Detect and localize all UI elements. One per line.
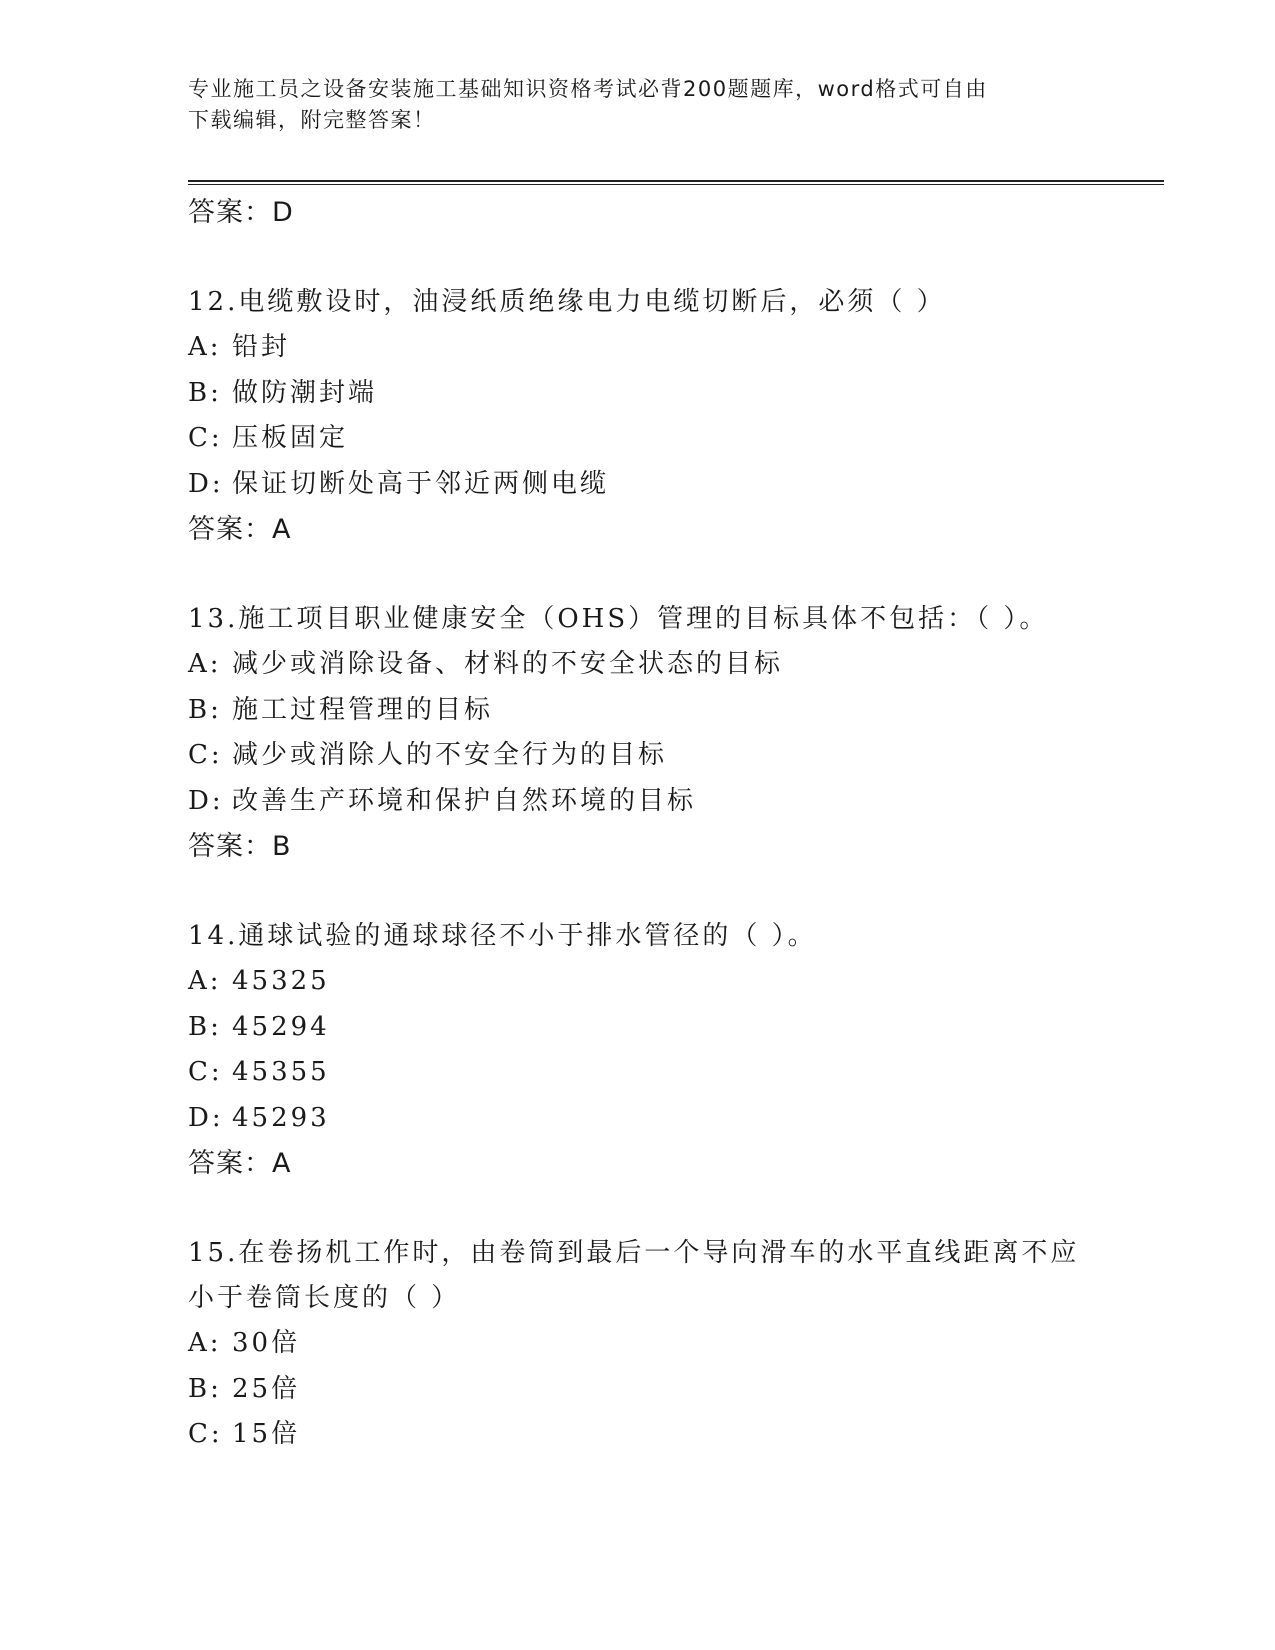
option-d: D: 保证切断处高于邻近两侧电缆 [188,468,610,499]
answer-value: D [272,197,294,228]
question-15 [188,1231,1128,1458]
header-divider-thick [188,180,1164,182]
question-number: 14 . [188,921,238,951]
question-number: 12 . [188,287,238,317]
option-b: B: 45294 [188,1011,330,1042]
question-text: 12 . 电缆敷设时，油浸纸质绝缘电力电缆切断后，必须（ ） [188,280,1128,325]
question-number: 15 . [188,1238,238,1268]
question-13 [188,597,1128,870]
option-c: C: 45355 [188,1057,330,1087]
answer-line: 答案：A [188,514,292,545]
option-b: B: 做防潮封端 [188,377,378,408]
option-a: A: 减少或消除设备、材料的不安全状态的目标 [188,649,784,679]
header-line-1: 专业施工员之设备安装施工基础知识资格考试必背200题题库，word格式可自由 [188,77,988,101]
question-14 [188,914,1128,1187]
answer-prefix: 答案： [188,197,272,228]
header-divider-thin [188,184,1164,185]
option-d: D: 改善生产环境和保护自然环境的目标 [188,785,697,816]
option-a: A: 45325 [188,966,330,996]
option-b: B: 施工过程管理的目标 [188,694,494,725]
question-number: 13 . [188,604,238,634]
question-text: 13 . 施工项目职业健康安全（OHS）管理的目标具体不包括：（ ）。 [188,597,1128,642]
question-text: 15 . 在卷扬机工作时，由卷筒到最后一个导向滑车的水平直线距离不应 [188,1231,1128,1276]
question-text: 14 . 通球试验的通球球径不小于排水管径的（ ）。 [188,914,1128,959]
answer-line: 答案：B [188,831,292,862]
answer-line [188,190,1128,236]
header-line-2: 下载编辑，附完整答案！ [188,108,436,132]
option-c: C: 减少或消除人的不安全行为的目标 [188,740,668,770]
answer-value: A [272,1148,292,1179]
answer-line: 答案：A [188,1148,292,1179]
option-a: A: 铅封 [188,332,291,362]
option-d: D: 45293 [188,1102,330,1133]
option-a: A: 30倍 [188,1328,301,1358]
answer-value: A [272,514,292,545]
option-b: B: 25倍 [188,1373,301,1404]
option-c: C: 15倍 [188,1419,301,1449]
question-list [188,190,1128,1458]
answer-value: B [272,831,292,862]
question-text-continued: 小于卷筒长度的（ ） [188,1283,461,1313]
question-12 [188,280,1128,553]
document-header [188,74,1088,136]
option-c: C: 压板固定 [188,423,349,453]
